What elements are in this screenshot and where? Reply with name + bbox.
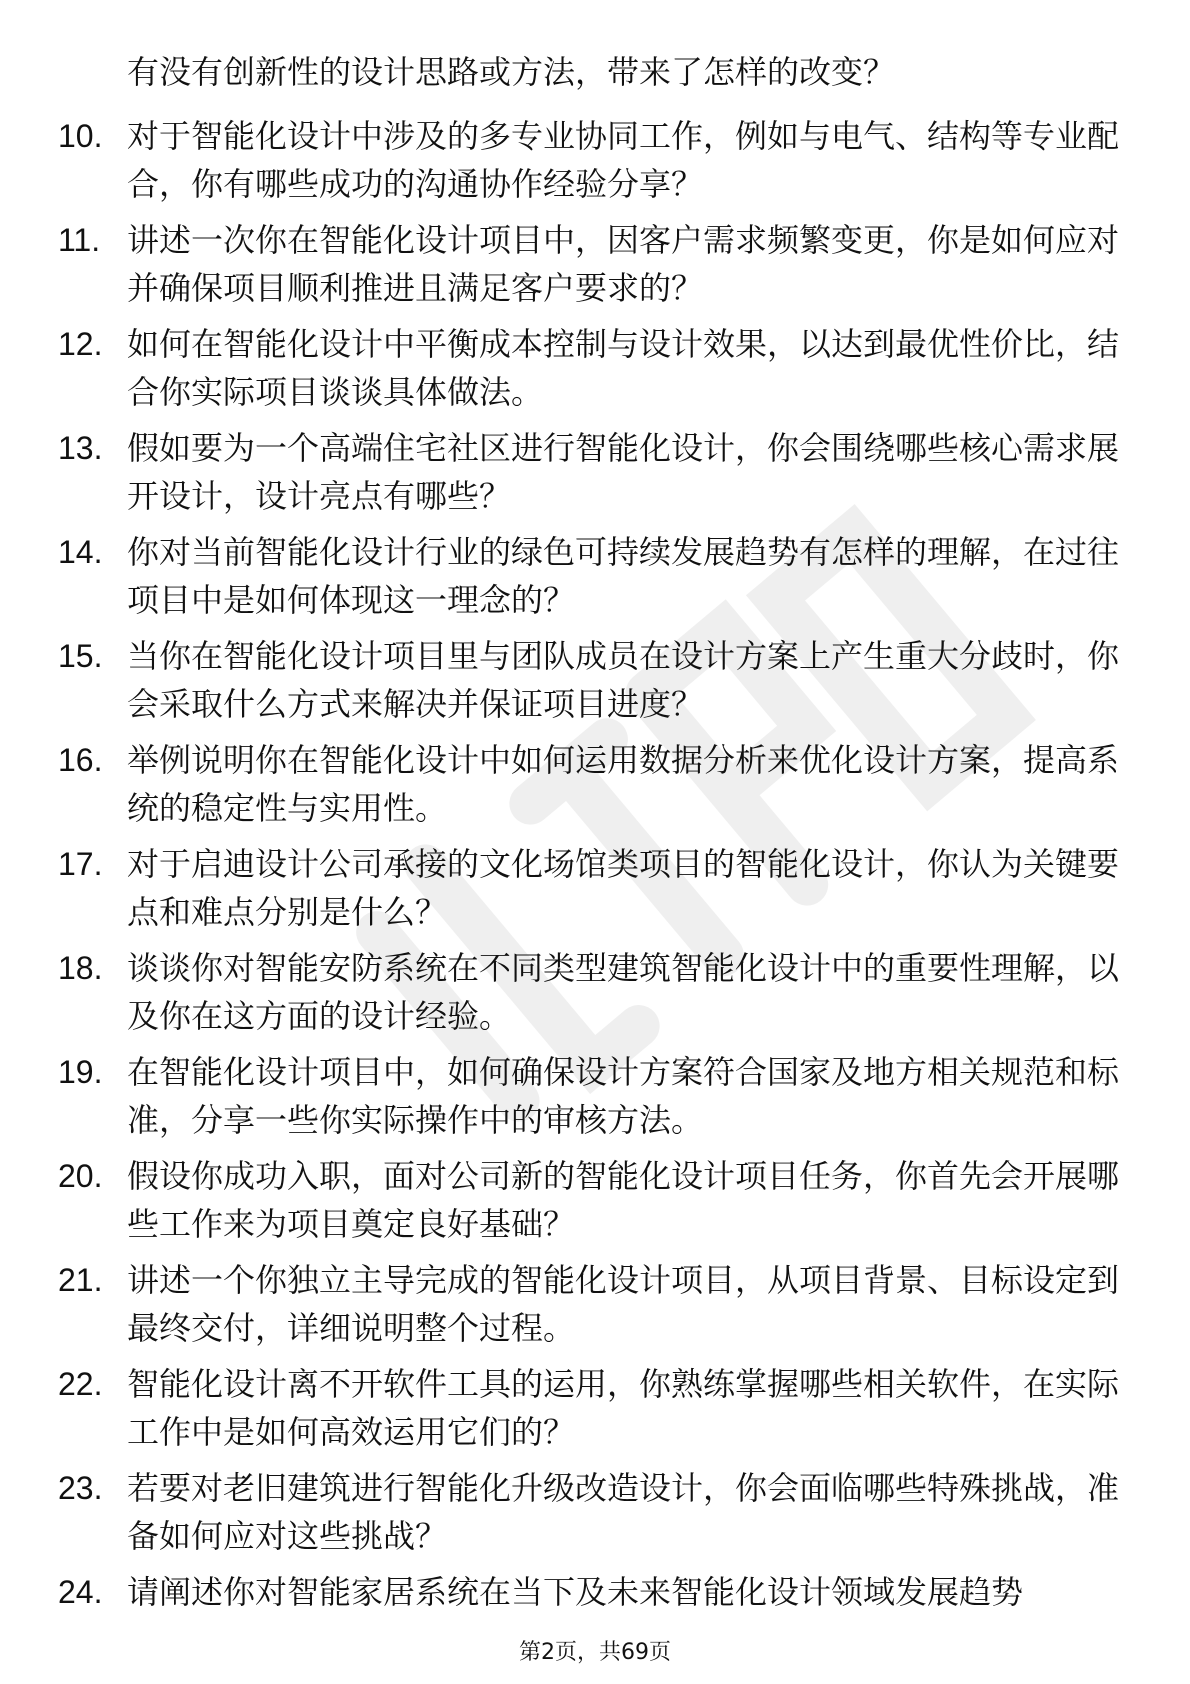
list-item (58, 112, 1118, 208)
question-number: 23. (58, 1470, 103, 1506)
list-item (58, 1152, 1118, 1248)
question-text: 讲述一次你在智能化设计项目中，因客户需求频繁变更，你是如何应对并确保项目顺利推进且满足客户要求的？ (127, 221, 1120, 307)
list-item (58, 1256, 1118, 1352)
question-number: 14. (58, 534, 103, 570)
question-number: 15. (58, 638, 103, 674)
question-number: 16. (58, 742, 103, 778)
page-number-footer: 第2页，共69页 (519, 1640, 671, 1665)
question-number: 19. (58, 1054, 103, 1090)
question-text: 如何在智能化设计中平衡成本控制与设计效果，以达到最优性价比，结合你实际项目谈谈具体做法。 (127, 325, 1120, 411)
continued-question-text: 有没有创新性的设计思路或方法，带来了怎样的改变？ (127, 53, 896, 91)
list-item (58, 424, 1118, 520)
question-text: 若要对老旧建筑进行智能化升级改造设计，你会面临哪些特殊挑战，准备如何应对这些挑战？ (127, 1469, 1120, 1555)
question-text: 当你在智能化设计项目里与团队成员在设计方案上产生重大分歧时，你会采取什么方式来解决并保证项目进度？ (127, 637, 1120, 723)
list-item (58, 216, 1118, 312)
question-text: 假设你成功入职，面对公司新的智能化设计项目任务，你首先会开展哪些工作来为项目奠定良好基础？ (127, 1157, 1120, 1243)
list-item (58, 1568, 1118, 1616)
list-item (58, 1360, 1118, 1456)
question-text: 谈谈你对智能安防系统在不同类型建筑智能化设计中的重要性理解，以及你在这方面的设计经验。 (127, 949, 1120, 1035)
list-item (58, 840, 1118, 936)
question-number: 10. (58, 118, 103, 154)
list-item (58, 632, 1118, 728)
question-number: 21. (58, 1262, 103, 1298)
list-item (58, 1464, 1118, 1560)
question-text: 你对当前智能化设计行业的绿色可持续发展趋势有怎样的理解，在过往项目中是如何体现这一理念的？ (127, 533, 1120, 619)
question-text: 举例说明你在智能化设计中如何运用数据分析来优化设计方案，提高系统的稳定性与实用性。 (127, 741, 1120, 827)
list-item (58, 736, 1118, 832)
question-text: 对于启迪设计公司承接的文化场馆类项目的智能化设计，你认为关键要点和难点分别是什么？ (127, 845, 1120, 931)
question-text: 在智能化设计项目中，如何确保设计方案符合国家及地方相关规范和标准，分享一些你实际操作中的审核方法。 (127, 1053, 1120, 1139)
question-number: 13. (58, 430, 103, 466)
question-text: 请阐述你对智能家居系统在当下及未来智能化设计领域发展趋势 (127, 1573, 1024, 1611)
question-text: 对于智能化设计中涉及的多专业协同工作，例如与电气、结构等专业配合，你有哪些成功的沟通协作经验分享？ (127, 117, 1120, 203)
question-number: 18. (58, 950, 103, 986)
question-text: 智能化设计离不开软件工具的运用，你熟练掌握哪些相关软件，在实际工作中是如何高效运用它们的？ (127, 1365, 1120, 1451)
list-item (58, 320, 1118, 416)
question-text: 讲述一个你独立主导完成的智能化设计项目，从项目背景、目标设定到最终交付，详细说明整个过程。 (127, 1261, 1120, 1347)
question-number: 11. (58, 222, 101, 258)
question-number: 20. (58, 1158, 103, 1194)
list-item (58, 528, 1118, 624)
question-number: 17. (58, 846, 103, 882)
question-text: 假如要为一个高端住宅社区进行智能化设计，你会围绕哪些核心需求展开设计，设计亮点有哪些？ (127, 429, 1120, 515)
question-number: 24. (58, 1574, 103, 1610)
list-item (58, 944, 1118, 1040)
question-list (58, 112, 1118, 1624)
question-number: 22. (58, 1366, 103, 1402)
question-number: 12. (58, 326, 103, 362)
list-item (58, 1048, 1118, 1144)
